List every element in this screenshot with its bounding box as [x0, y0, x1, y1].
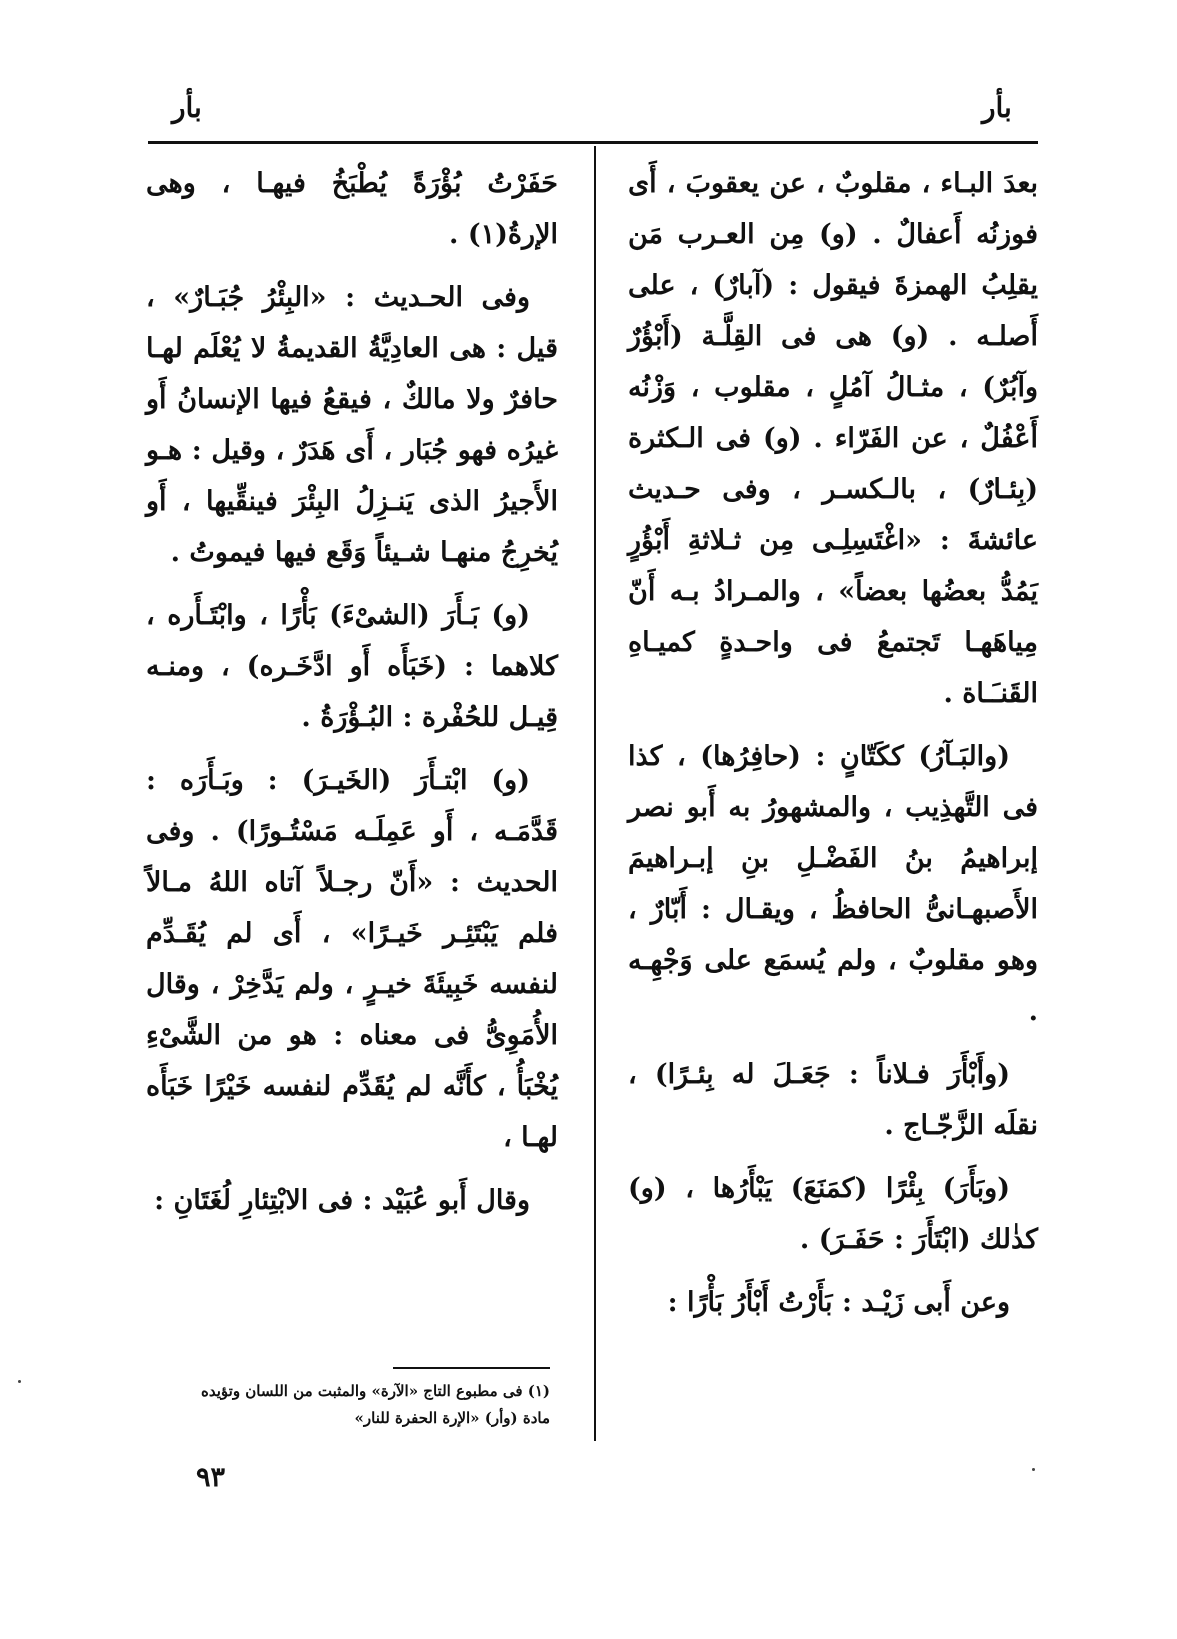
- left-column: [146, 158, 558, 1238]
- left-paragraph-5: وقال أَبو عُبَيْد : فى الابْتِئارِ لُغَتَانِ :: [154, 1185, 530, 1216]
- column-divider: [594, 146, 596, 1441]
- page-number: ٩٣: [196, 1462, 226, 1493]
- left-paragraph-2: وفى الحـديث : «البِئْرُ جُبَـارٌ» ، قيل : هى العادِيَّةُ القديمةُ لا يُعْلَم لهـا حافرٌ ولا مالكٌ ، فيقعُ فيها الإنسانُ أَو غيرُه فهو جُبَار ، أَى هَدَرٌ ، وقيل : هـو الأَجيرُ الذى يَنـزِلُ البِئْرَ فينقِّيها ، أَو يُخرِجُ منهـا شـيئاً وَقَع فيها فيموتُ .: [146, 282, 558, 568]
- scan-speck: [1032, 1468, 1035, 1471]
- header-rule: [148, 141, 1038, 144]
- running-head-right: بأر: [982, 91, 1012, 124]
- right-paragraph-5: وعن أَبى زَيْـد : بَأَرْتُ أَبْأَرُ بَأْرًا :: [667, 1287, 1010, 1318]
- footnote: [146, 1378, 550, 1432]
- left-paragraph-3: (و) بَـأَرَ (الشىْءَ) بَأْرًا ، وابْتَـأَره ، كلاهما : (خَبَأَه أَو ادَّخَـره) ، ومنـه قِيـل للحُفْرة : البُـؤْرَةُ .: [146, 600, 558, 733]
- right-paragraph-3: (وأَبْأَرَ فـلاناً : جَعَـلَ له بِئـرًا) ، نقلَه الزَّجّـاج .: [628, 1059, 1038, 1141]
- footnote-rule: [393, 1367, 550, 1369]
- scan-speck: [18, 1380, 21, 1383]
- right-paragraph-2: (والبَـآرُ) ككَتّانٍ : (حافِرُها) ، كذا فى التَّهذِيب ، والمشهورُ به أَبو نصر إبراهيمُ بنُ الفَضْـلِ بنِ إبـراهيمَ الأَصبهـانىُّ الحافظُ ، ويقـال : أَبّارٌ ، وهو مقلوبٌ ، ولم يُسمَع على وَجْهِـه .: [628, 741, 1038, 1027]
- right-paragraph-4: (وبَأَرَ) بِئْرًا (كمَنَعَ) يَبْأَرُها ، (و) كذٰلك (ابْتَأَرَ : حَفَـرَ) .: [628, 1173, 1038, 1255]
- left-paragraph-4: (و) ابْتـأَرَ (الخَيـرَ) : وبَـأَرَه : قَدَّمَـه ، أَو عَمِلَـه مَسْتُـورًا) . وفى الحديث : «أَنّ رجـلاً آتاه اللهُ مـالاً فلم يَبْتَئِـر خَيـرًا» ، أَى لم يُقَـدِّم لنفسه خَبِيئَةَ خيـرٍ ، ولم يَدَّخِرْ ، وقال الأُمَوِىُّ فى معناه : هو من الشَّىْءِ يُخْبَأُ ، كأَنَّه لم يُقَدِّم لنفسه خَيْرًا خَبَأَه لهـا ،: [146, 765, 558, 1153]
- left-paragraph-1: حَفَرْتُ بُؤْرَةً يُطْبَخُ فيهـا ، وهى الإرةُ(١) .: [146, 168, 558, 250]
- footnote-line-1: (١) فى مطبوع التاج «الآرة» والمثبت من اللسان وتؤيده: [200, 1382, 550, 1400]
- running-head-left: بأر: [172, 91, 202, 124]
- right-column: [628, 158, 1038, 1340]
- footnote-line-2: مادة (وأر) «الإرة الحفرة للنار»: [354, 1409, 550, 1427]
- right-paragraph-1: بعدَ البـاء ، مقلوبٌ ، عن يعقوبَ ، أَى فوزنُه أَعفالٌ . (و) مِن العـرب مَن يقلِبُ الهمزةَ فيقول : (آبارٌ) ، على أَصلـه . (و) هى فى القِلَّـة (أَبْؤُرٌ وآبُرٌ) ، مثـالُ آمُلٍ ، مقلوب ، وَزْنُه أَعْفُلٌ ، عن الفَرّاء . (و) فى الـكثرة (بِئـارٌ) ، بالـكسـر ، وفى حـديث عائشةَ : «اغْتَسِلِـى مِن ثـلاثةِ أَبْؤُرٍ يَمُدُّ بعضُها بعضاً» ، والمـرادُ بـه أَنّ مِياهَهـا تَجتمعُ فى واحـدةٍ كميـاهِ القَنـَـاة .: [628, 168, 1038, 709]
